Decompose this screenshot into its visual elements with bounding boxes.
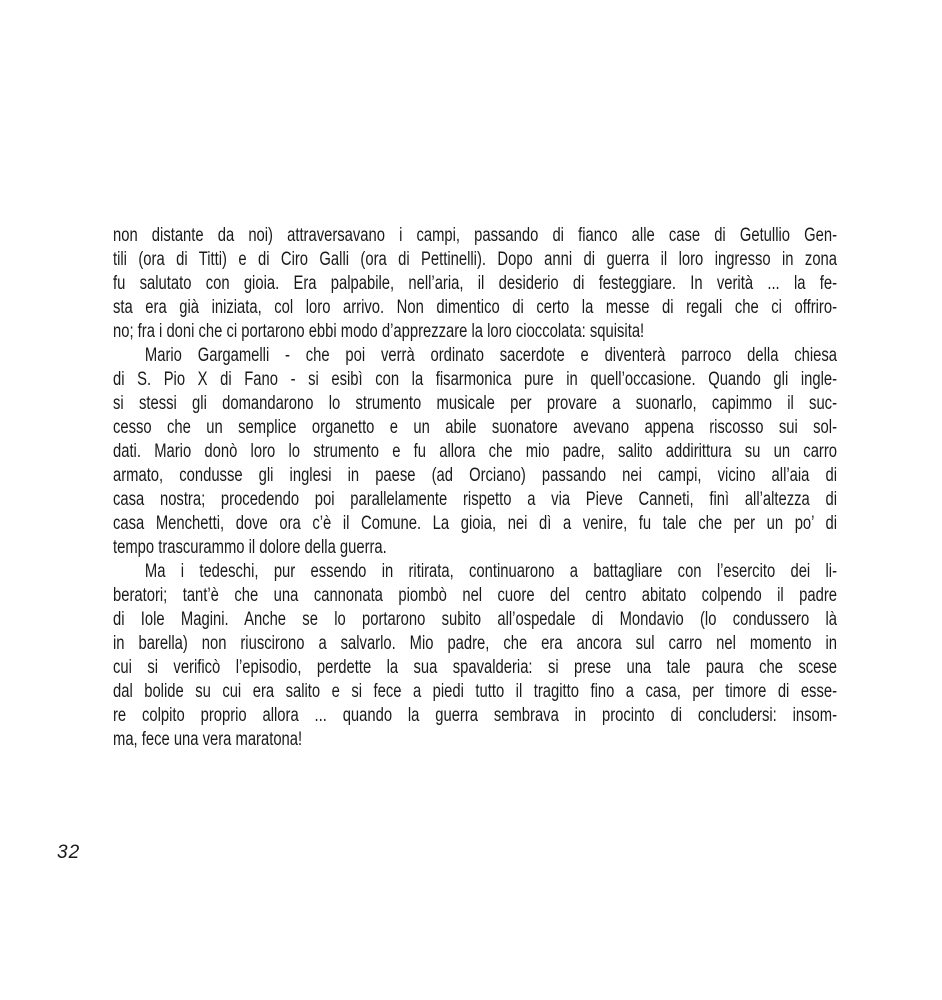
text-line: beratori; tant’è che una cannonata piombò nel cuore del centro abitato colpendo il padre xyxy=(113,585,838,606)
text-line: sta era già iniziata, col loro arrivo. Non dimentico di certo la messe di regali che ci offriro- xyxy=(113,297,838,318)
text-line: casa Menchetti, dove ora c’è il Comune. La gioia, nei dì a venire, fu tale che per un po’ di xyxy=(113,513,838,534)
text-line: Mario Gargamelli - che poi verrà ordinato sacerdote e diventerà parroco della chiesa xyxy=(144,345,838,366)
text-line: ma, fece una vera maratona! xyxy=(113,729,303,750)
text-line: tili (ora di Titti) e di Ciro Galli (ora di Pettinelli). Dopo anni di guerra il loro ingresso in zona xyxy=(113,249,838,270)
text-line: cui si verificò l’episodio, perdette la sua spavalderia: si prese una tale paura che scese xyxy=(113,657,838,678)
page-number: 32 xyxy=(57,842,81,863)
text-line: cesso che un semplice organetto e un abile suonatore avevano appena riscosso sui sol- xyxy=(113,417,838,438)
text-line: casa nostra; procedendo poi parallelamente rispetto a via Pieve Canneti, finì all’altezza di xyxy=(113,489,838,510)
text-line: re colpito proprio allora ... quando la guerra sembrava in procinto di concludersi: insom- xyxy=(113,705,838,726)
text-line: dal bolide su cui era salito e si fece a piedi tutto il tragitto fino a casa, per timore di esse- xyxy=(113,681,838,702)
text-line: no; fra i doni che ci portarono ebbi modo d’apprezzare la loro cioccolata: squisita! xyxy=(113,321,645,342)
text-line: dati. Mario donò loro lo strumento e fu allora che mio padre, salito addirittura su un carro xyxy=(113,441,838,462)
text-line: armato, condusse gli inglesi in paese (ad Orciano) passando nei campi, vicino all’aia di xyxy=(113,465,838,486)
text-line: di S. Pio X di Fano - si esibì con la fisarmonica pure in quell’occasione. Quando gli ingle- xyxy=(113,369,838,390)
page-body-text xyxy=(113,224,837,752)
text-line: Ma i tedeschi, pur essendo in ritirata, continuarono a battagliare con l’esercito dei li- xyxy=(144,561,838,582)
text-line: in barella) non riuscirono a salvarlo. Mio padre, che era ancora sul carro nel momento in xyxy=(113,633,838,654)
text-line: non distante da noi) attraversavano i campi, passando di fianco alle case di Getullio Gen- xyxy=(113,225,838,246)
text-line: tempo trascurammo il dolore della guerra. xyxy=(113,537,387,558)
text-line: di Iole Magini. Anche se lo portarono subito all’ospedale di Mondavio (lo condussero là xyxy=(113,609,838,630)
text-line: si stessi gli domandarono lo strumento musicale per provare a suonarlo, capimmo il suc- xyxy=(113,393,838,414)
text-line: fu salutato con gioia. Era palpabile, nell’aria, il desiderio di festeggiare. In verità ... la fe- xyxy=(113,273,838,294)
